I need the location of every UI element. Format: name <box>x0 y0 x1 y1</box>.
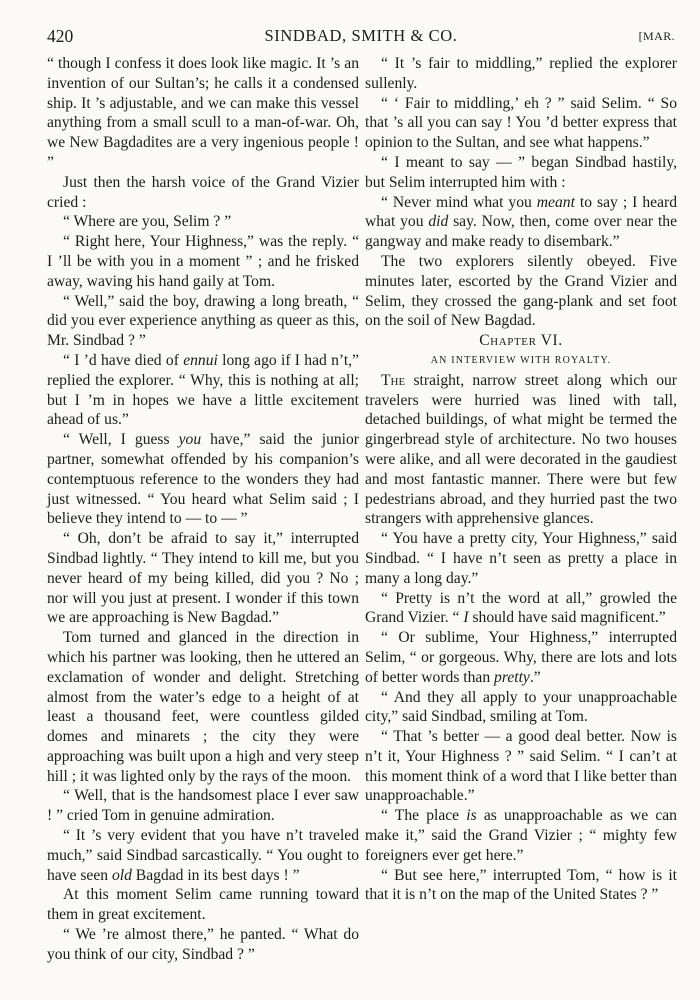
paragraph: Tom turned and glanced in the direction in which his partner was looking, then he uttered an exclamation of wonder and delight. Stretching almost from the water’s edge to a height of at least a thousand feet, were countless gilded domes and minarets ; the city they were approaching was built upon a high and very steep hill ; it was lighted only by the rays of the moon. <box>47 629 359 785</box>
running-header <box>47 24 675 48</box>
paragraph: “ We ’re almost there,” he panted. “ What do you think of our city, Sindbad ? ” <box>47 926 359 963</box>
paragraph: The straight, narrow street along which our travelers were hurried was lined with tall, detached buildings, of what might be termed the gingerbread style of architecture. No two houses were alike, and all were decorated in the gaudiest and most fantastic manner. There were but few pedestrians abroad, and they hurried past the two strangers with apprehensive glances. <box>365 371 677 528</box>
chapter-heading: Chapter VI. <box>479 332 563 350</box>
paragraph: The two explorers silently obeyed. Five minutes later, escorted by the Grand Vizier and Selim, they crossed the gang-plank and set foot on the soil of New Bagdad. <box>365 252 677 330</box>
paragraph: “ Well,” said the boy, drawing a long breath, “ did you ever experience anything as queer as this, Mr. Sindbad ? ” <box>47 292 359 350</box>
paragraph: Just then the harsh voice of the Grand Vizier cried : <box>47 173 359 211</box>
paragraph: “ You have a pretty city, Your Highness,” said Sindbad. “ I have n’t seen as pretty a place in many a long day.” <box>365 530 677 587</box>
paragraph: “ Oh, don’t be afraid to say it,” interrupted Sindbad lightly. “ They intend to kill me, but you never heard of my being killed, did you ? No ; nor will you just at present. I wonder if this town we are approaching is New Bagdad.” <box>47 530 359 627</box>
paragraph: “ But see here,” interrupted Tom, “ how is it that it is n’t on the map of the United States ? ” <box>365 866 677 904</box>
paragraph: “ Never mind what you meant to say ; I heard what you did say. Now, then, come over near the gangway and make ready to disembark.” <box>365 193 677 251</box>
paragraph: “ And they all apply to your unapproachable city,” said Sindbad, smiling at Tom. <box>365 688 677 726</box>
right-column <box>365 54 677 905</box>
paragraph: “ though I confess it does look like magic. It ’s an invention of our Sultan’s; he calls it a condensed ship. It ’s adjustable, and we can make this vessel anything from a small scull to a man-of-war. Oh, we New Bagdadites are a very ingenious people ! ” <box>47 55 359 171</box>
paragraph: “ Or sublime, Your Highness,” interrupted Selim, “ or gorgeous. Why, there are lots and lots of better words than pretty.” <box>365 629 677 686</box>
paragraph: “ Right here, Your Highness,” was the reply. “ I ’ll be with you in a moment ” ; and he frisked away, waving his hand gaily at Tom. <box>47 233 359 290</box>
paragraph: “ That ’s better — a good deal better. Now is n’t it, Your Highness ? ” said Selim. “ I can’t at this moment think of a word that I like better than unapproachable.” <box>365 728 677 805</box>
paragraph: “ Where are you, Selim ? ” <box>63 213 232 231</box>
left-column <box>47 54 359 965</box>
chapter-subtitle: AN INTERVIEW WITH ROYALTY. <box>430 354 612 366</box>
right-column-lower <box>365 371 677 906</box>
paragraph: At this moment Selim came running toward them in great excitement. <box>47 886 359 924</box>
paragraph: “ I ’d have died of ennui long ago if I had n’t,” replied the explorer. “ Why, this is nothing at all; but I ’m in hopes we have a little excitement ahead of us.” <box>47 351 359 429</box>
paragraph: “ Well, that is the handsomest place I ever saw ! ” cried Tom in genuine admiration. <box>47 787 359 825</box>
page-number: 420 <box>47 26 74 46</box>
paragraph: “ ‘ Fair to middling,’ eh ? ” said Selim. “ So that ’s all you can say ! You ’d better express that opinion to the Sultan, and see what happens.” <box>365 94 677 152</box>
paragraph-lead-word: The <box>381 371 406 389</box>
paragraph: “ I meant to say — ” began Sindbad hastily, but Selim interrupted him with : <box>365 153 677 191</box>
paragraph: “ Well, I guess you have,” said the junior partner, somewhat offended by his companion’s contemptuous reference to the wonders they had just witnessed. “ You heard what Selim said ; I believe they intend to — to — ” <box>47 431 359 528</box>
paragraph: “ The place is as unapproachable as we can make it,” said the Grand Vizier ; “ mighty few foreigners ever get here.” <box>365 807 677 864</box>
right-column-upper <box>365 54 677 331</box>
paragraph: “ It ’s very evident that you have n’t traveled much,” said Sindbad sarcastically. “ You ought to have seen old Bagdad in its best days ! ” <box>47 827 359 884</box>
month-label: [MAR. <box>638 29 675 43</box>
paragraph: “ Pretty is n’t the word at all,” growled the Grand Vizier. “ I should have said magnificent.” <box>365 589 677 627</box>
running-title: SINDBAD, SMITH & CO. <box>264 26 458 45</box>
paragraph: “ It ’s fair to middling,” replied the explorer sullenly. <box>365 55 677 92</box>
